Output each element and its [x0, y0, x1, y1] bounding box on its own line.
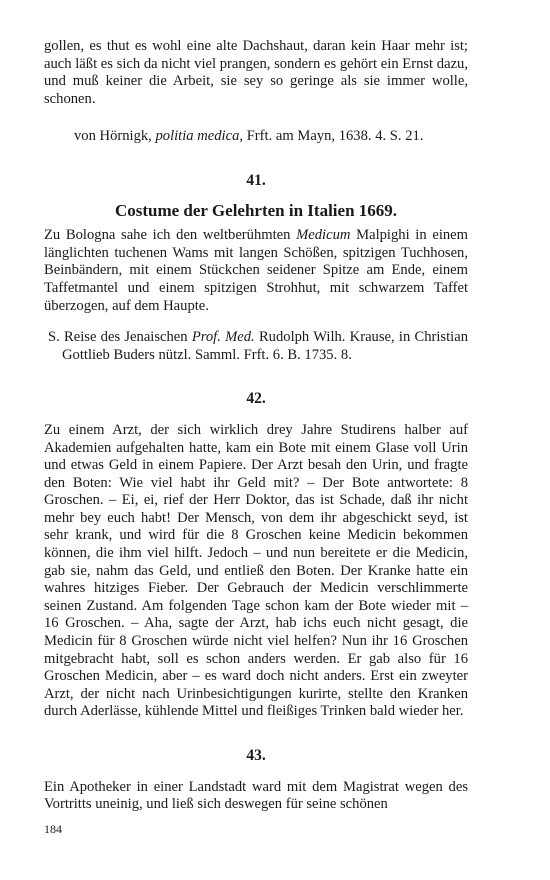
citation-krause-start: S. Reise des Jenaischen: [48, 329, 192, 346]
citation-krause: [44, 329, 468, 364]
citation-hoernigk: [44, 128, 468, 146]
citation-author: von Hörnigk,: [74, 128, 156, 145]
section-43-paragraph: Ein Apotheker in einer Landstadt ward mit dem Magistrat wegen des Vortritts uneinig, und ließ sich deswegen für seine schönen: [44, 778, 468, 813]
page-body: [44, 38, 468, 814]
citation-details: Frft. am Mayn, 1638. 4. S. 21.: [243, 128, 424, 145]
section-title-41: Costume der Gelehrten in Italien 1669.: [114, 200, 398, 220]
section-42-paragraph: Zu einem Arzt, der sich wirklich drey Jahre Studirens halber auf Akademien aufgehalten hatte, kam ein Bote mit einem Glase voll Urin und etwas Geld in einem Papiere. Der Arzt besah den Urin, und fragte den Boten: Wie viel habt ihr Geld mit? – Der Bote antwortete: 8 Groschen. – Ei, ei, rief der Herr Doktor, das ist Schade, daß ihr nicht mehr bey euch habt! Der Mensch, von dem ihr abgeschickt seyd, ist sehr krank, und wird für die 8 Groschen keine Medicin bekommen können, die ihm viel hilft. Jedoch – und nun bereitete er die Medicin, gab sie, nahm das Geld, und entließ den Boten. Der Kranke hatte ein wahres hitziges Fieber. Der Gebrauch der Medicin verschlimmerte seinen Zustand. Am folgenden Tage schon kam der Bote wieder mit – 16 Groschen. – Aha, sagte der Arzt, hab ichs euch nicht gesagt, die Medicin für 8 Groschen würde nicht viel helfen? Nun ihr 16 Groschen mitgebracht habt, soll es schon anders werden. Er gab also für 16 Groschen Medicin, aber – es ward doch nicht anders. Erst ein zweyter Arzt, der nicht nach Urinbesichtigungen kurirte, stellte den Kranken durch Aderlässe, kühlende Mittel und fleißiges Trinken bald wieder her.: [44, 421, 468, 720]
para-41-start: Zu Bologna sahe ich den weltberühmten: [44, 227, 297, 244]
section-number-41: 41.: [246, 171, 266, 189]
para-41-end: Malpighi in einem länglichten tuchenen Wams mit langen Schößen, spitzigen Tuchhosen, Beinbändern, mit einem Stückchen seidener Spitze am Ende, einem Taffetmantel und einem spitzigen Strohhut, mit schwarzem Taffet überzogen, auf dem Haupte.: [44, 227, 468, 314]
page-number: 184: [44, 822, 62, 836]
paragraph-continued: gollen, es thut es wohl eine alte Dachshaut, daran kein Haar mehr ist; auch läßt es sich da nicht viel prangen, sondern es gehört ein Ernst dazu, und muß keiner die Arbeit, sie sey so geringe als sie immer wolle, schonen.: [44, 38, 468, 107]
citation-krause-italic: Prof. Med.: [191, 329, 255, 346]
section-41-paragraph: [44, 227, 468, 315]
citation-krause-end: Rudolph Wilh. Krause, in Christian Gottlieb Buders nützl. Samml. Frft. 6. B. 1735. 8.: [62, 329, 468, 363]
section-number-42: 42.: [246, 390, 266, 408]
para-41-italic: Medicum: [296, 227, 351, 244]
section-number-43: 43.: [246, 747, 266, 764]
citation-work: politia medica,: [155, 128, 244, 145]
